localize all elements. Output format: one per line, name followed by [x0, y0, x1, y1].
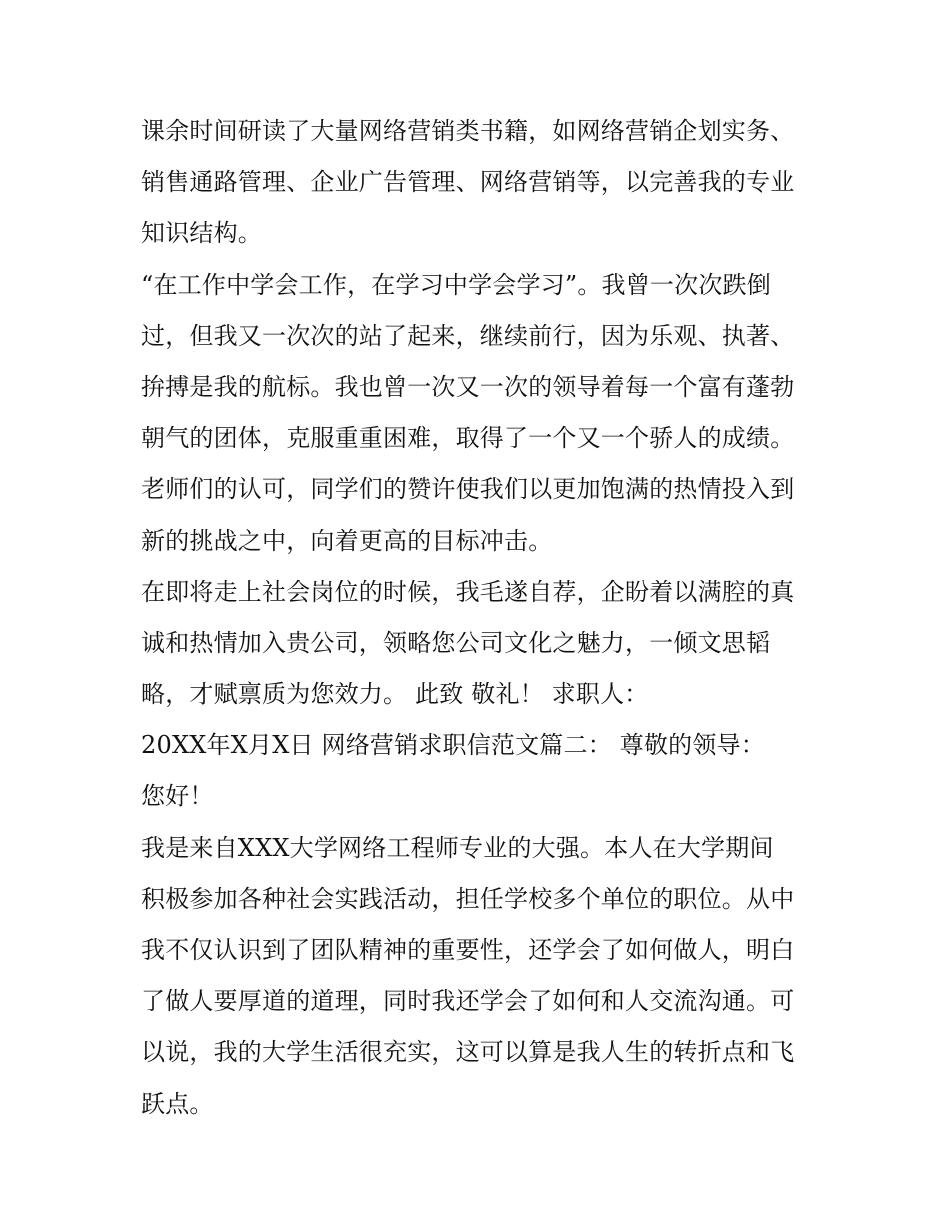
text-line: 在即将走上社会岗位的时候，我毛遂自荐，企盼着以满腔的真	[141, 577, 795, 606]
text-line: 20XX年X月X日 网络营销求职信范文篇二： 尊敬的领导：	[141, 731, 765, 760]
text-line: 您好！	[141, 782, 214, 811]
text-line: 朝气的团体，克服重重困难，取得了一个又一个骄人的成绩。	[141, 424, 795, 453]
text-line: 跃点。	[141, 1089, 214, 1118]
text-line: 略，才赋禀质为您效力。 此致 敬礼！ 求职人：	[141, 680, 649, 709]
text-line: 课余时间研读了大量网络营销类书籍，如网络营销企划实务、	[141, 117, 795, 145]
text-line: 销售通路管理、企业广告管理、网络营销等，以完善我的专业	[141, 168, 795, 197]
text-line: 了做人要厚道的道理，同时我还学会了如何和人交流沟通。可	[141, 987, 795, 1016]
text-line: 诚和热情加入贵公司，领略您公司文化之魅力，一倾文思韬	[141, 628, 771, 657]
text-line: 过，但我又一次次的站了起来，继续前行，因为乐观、执著、	[141, 321, 795, 350]
text-line: 积极参加各种社会实践活动，担任学校多个单位的职位。从中	[141, 884, 795, 913]
text-line: 我是来自XXX大学网络工程师专业的大强。本人在大学期间	[141, 833, 774, 862]
text-line: 拚搏是我的航标。我也曾一次又一次的领导着每一个富有蓬勃	[141, 372, 795, 401]
text-line: 老师们的认可，同学们的赞许使我们以更加饱满的热情投入到	[141, 475, 795, 504]
text-line: 以说，我的大学生活很充实，这可以算是我人生的转折点和飞	[141, 1038, 795, 1067]
text-line: “在工作中学会工作，在学习中学会学习”。我曾一次次跌倒	[141, 270, 771, 299]
document-body	[141, 106, 813, 1130]
text-line: 我不仅认识到了团队精神的重要性，还学会了如何做人，明白	[141, 936, 795, 964]
text-line: 新的挑战之中，向着更高的目标冲击。	[141, 526, 553, 555]
text-line: 知识结构。	[141, 219, 262, 248]
